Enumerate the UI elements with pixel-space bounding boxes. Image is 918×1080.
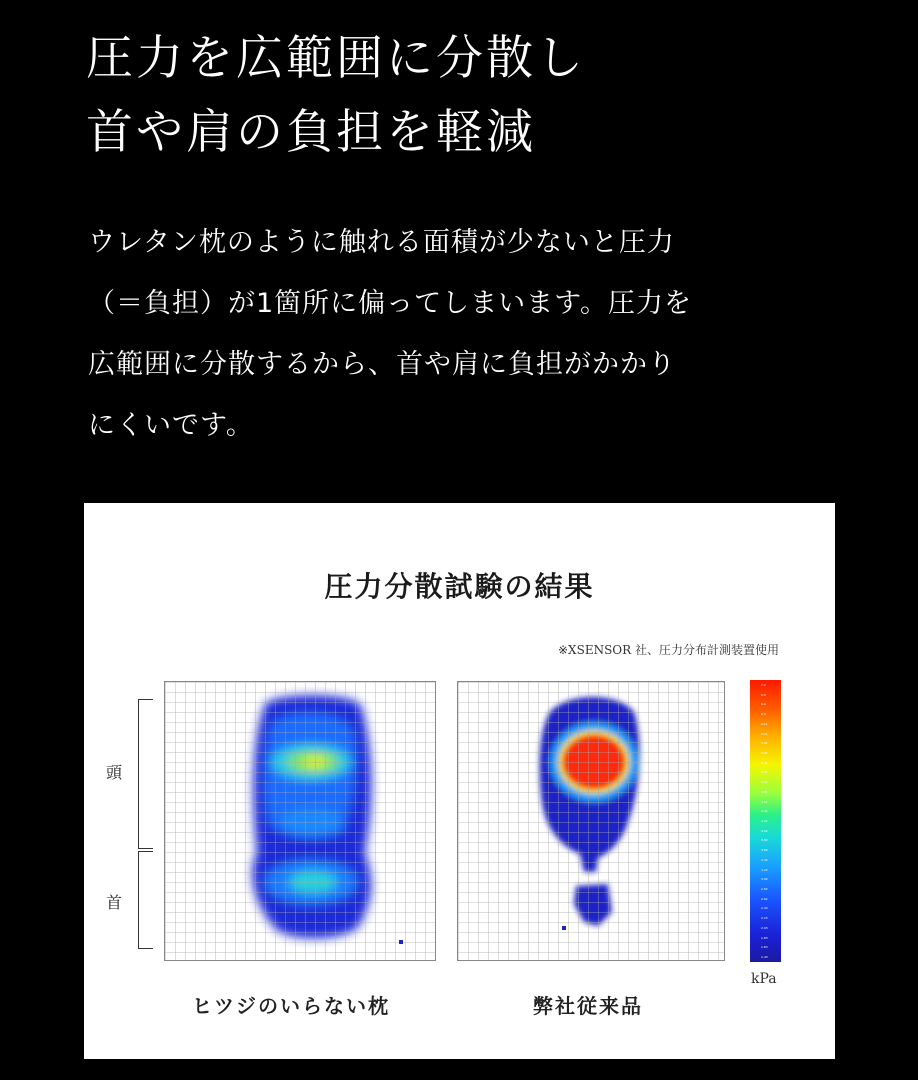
scale-tick-label: 6.6 [761,702,766,707]
scale-tick-label: 7.2 [761,683,766,687]
scale-tick-label: 2.82 [761,887,768,891]
headline [86,22,886,170]
scale-tick-label: 6.8 [761,692,766,697]
scale-tick-label: 4.41 [761,809,768,814]
scale-tick-label: 6.01 [761,731,768,736]
body-line-3: 広範囲に分散するから、首や肩に負担がかかり [88,349,676,380]
scale-unit: kPa [751,971,777,987]
scale-tick-label: 1.63 [761,945,768,950]
head-bracket [138,699,153,849]
head-label: 頭 [106,763,123,782]
scale-tick-label: 2.62 [761,896,768,901]
caption-conventional-product: 弊社従来品 [533,994,643,1018]
scale-tick-label: 3.22 [761,867,768,872]
scale-tick-label: 4.22 [761,819,768,823]
scale-tick-label: 5.21 [761,770,768,775]
headline-line-1: 圧力を広範囲に分散し [86,31,586,86]
scale-tick-label: 3.02 [761,877,768,882]
neck-label: 首 [106,893,123,912]
body-line-1: ウレタン枕のように触れる面積が少ないと圧力 [88,227,675,258]
body-line-2: （＝負担）が1箇所に偏ってしまいます。圧力を [88,288,693,319]
caption-sheep-free-pillow: ヒツジのいらない枕 [192,994,390,1018]
scale-tick-label: 4.02 [761,828,768,833]
body-text [88,212,848,456]
scale-tick-label: 3.42 [761,857,768,862]
scale-tick-label: 2.23 [761,916,768,921]
source-note: ※XSENSOR 社、圧力分布計測装置使用 [558,643,779,657]
body-line-4: にくいです。 [88,410,254,441]
scale-tick-label: 5.01 [761,780,768,785]
pressure-map-conventional-product [457,681,725,961]
pressure-map-sheep-free-pillow [164,681,436,961]
scale-tick-label: 2.03 [761,925,768,930]
scale-tick-label: 4.61 [761,799,768,804]
scale-tick-label: 3.62 [761,848,768,853]
pressure-test-figure [84,503,835,1059]
scale-tick-label: 1.43 [761,955,768,959]
scale-tick-label: 5.41 [761,760,768,765]
pressure-color-scale [750,680,781,962]
scale-tick-label: 4.81 [761,789,768,794]
scale-tick-label: 1.83 [761,935,768,940]
scale-tick-label: 2.43 [761,906,768,911]
figure-title: 圧力分散試験の結果 [324,570,595,603]
scale-tick-label: 5.61 [761,751,768,755]
neck-bracket [138,851,153,949]
headline-line-2: 首や肩の負担を軽減 [86,105,536,160]
scale-tick-label: 6.4 [761,712,766,717]
scale-tick-label: 6.21 [761,721,768,726]
scale-tick-label: 5.81 [761,741,768,746]
scale-tick-label: 3.82 [761,838,768,843]
color-scale-ticks [750,680,781,962]
